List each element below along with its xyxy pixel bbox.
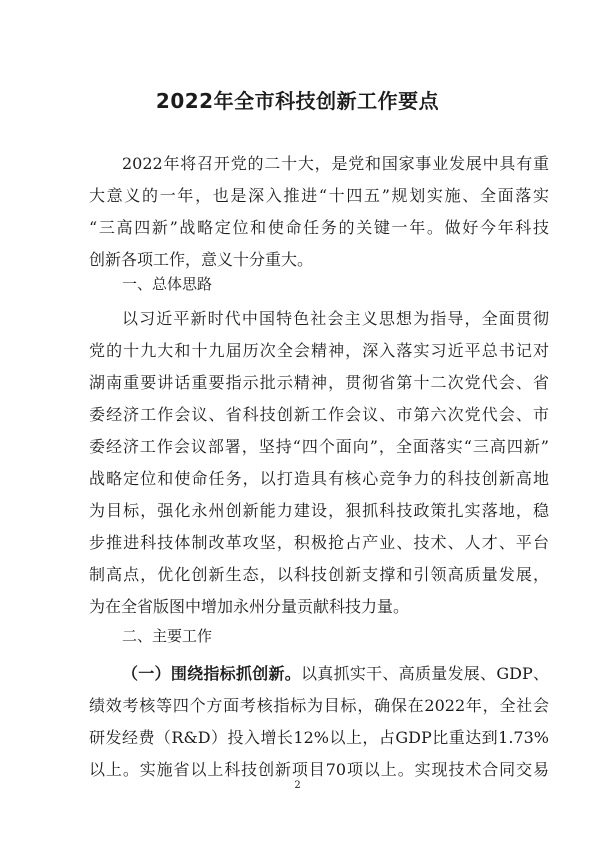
- page-number: 2: [294, 780, 301, 791]
- section-1-line-2: 党的十九大和十九届历次全会精神，深入落实习近平总书记对: [89, 341, 549, 360]
- item-1-label: （一）围绕指标抓创新。: [122, 664, 302, 683]
- section-heading-main-work: 二、主要工作: [122, 627, 213, 645]
- section-heading-overall-approach: 一、总体思路: [122, 275, 213, 293]
- item-1-line-3: 研发经费（R&D）投入增长12%以上，占GDP比重达到1.73%: [89, 728, 549, 747]
- item-1-first-line-text: 以真抓实干、高质量发展、GDP、: [301, 664, 549, 683]
- section-1-line-5: 委经济工作会议部署，坚持“四个面向”，全面落实“三高四新”: [89, 437, 549, 456]
- intro-line-2: 大意义的一年，也是深入推进“十四五”规划实施、全面落实: [89, 186, 549, 205]
- section-1-line-1: 以习近平新时代中国特色社会主义思想为指导，全面贯彻: [122, 309, 549, 328]
- intro-line-1: 2022年将召开党的二十大，是党和国家事业发展中具有重: [122, 154, 549, 173]
- section-1-line-4: 委经济工作会议、省科技创新工作会议、市第六次党代会、市: [89, 405, 549, 424]
- section-1-line-3: 湖南重要讲话重要指示批示精神，贯彻省第十二次党代会、省: [89, 373, 549, 392]
- section-1-line-6: 战略定位和使命任务，以打造具有核心竞争力的科技创新高地: [89, 469, 549, 488]
- item-1-line-1: [122, 658, 549, 690]
- item-1-line-4: 以上。实施省以上科技创新项目70项以上。实现技术合同交易: [89, 760, 549, 779]
- section-1-line-7: 为目标，强化永州创新能力建设，狠抓科技政策扎实落地，稳: [89, 501, 549, 520]
- document-title: 2022年全市科技创新工作要点: [155, 89, 440, 113]
- intro-line-4: 创新各项工作，意义十分重大。: [89, 250, 314, 269]
- section-1-line-8: 步推进科技体制改革攻坚，积极抢占产业、技术、人才、平台: [89, 533, 549, 552]
- item-1-line-2: 绩效考核等四个方面考核指标为目标，确保在2022年，全社会: [89, 696, 549, 715]
- intro-line-3: “三高四新”战略定位和使命任务的关键一年。做好今年科技: [89, 218, 549, 237]
- section-1-line-10: 为在全省版图中增加永州分量贡献科技力量。: [89, 597, 410, 616]
- section-1-line-9: 制高点，优化创新生态，以科技创新支撑和引领高质量发展，: [89, 565, 549, 584]
